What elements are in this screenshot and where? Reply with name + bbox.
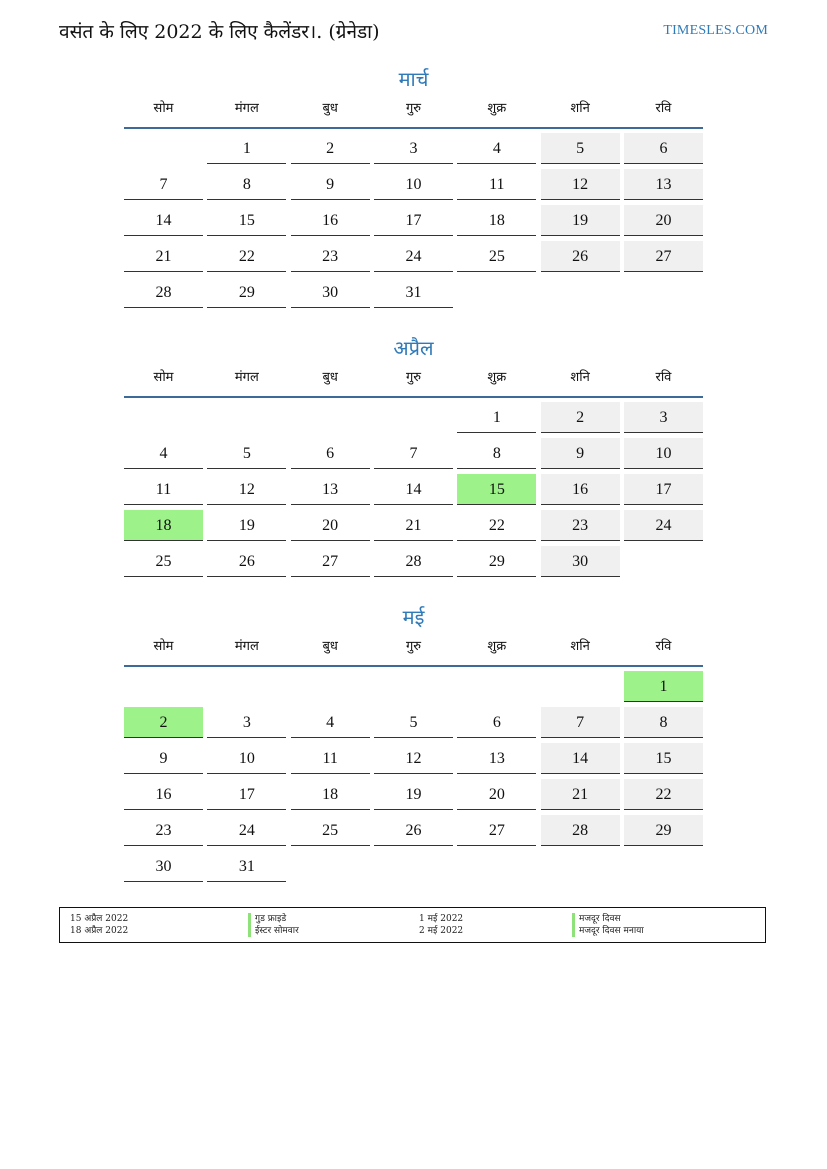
day-cell: 19 bbox=[374, 779, 453, 810]
legend-date: 15 अप्रैल 2022 bbox=[70, 914, 129, 924]
day-grid bbox=[124, 133, 703, 308]
day-cell: 25 bbox=[124, 546, 203, 577]
day-cell: 29 bbox=[457, 546, 536, 577]
day-cell: 11 bbox=[291, 743, 370, 774]
day-cell: 21 bbox=[374, 510, 453, 541]
empty-cell bbox=[124, 402, 203, 432]
weekday-label: रवि bbox=[655, 101, 672, 116]
weekday-label: शनि bbox=[570, 101, 590, 116]
holiday-day-cell: 18 bbox=[124, 510, 203, 541]
weekday-label: सोम bbox=[153, 101, 174, 116]
day-cell: 30 bbox=[124, 851, 203, 882]
day-cell: 1 bbox=[457, 402, 536, 433]
month-title: अप्रैल bbox=[393, 336, 434, 360]
legend-date: 1 मई 2022 bbox=[419, 914, 464, 924]
day-cell: 14 bbox=[541, 743, 620, 774]
day-cell: 18 bbox=[291, 779, 370, 810]
month-title: मार्च bbox=[398, 67, 429, 91]
holiday-day-cell: 15 bbox=[457, 474, 536, 505]
legend-holiday-name: मजदूर दिवस मनाया bbox=[572, 925, 777, 937]
day-cell: 27 bbox=[457, 815, 536, 846]
holiday-day-cell: 2 bbox=[124, 707, 203, 738]
weekday-label: शनि bbox=[570, 639, 590, 654]
day-cell: 26 bbox=[207, 546, 286, 577]
day-cell: 14 bbox=[374, 474, 453, 505]
day-cell: 2 bbox=[291, 133, 370, 164]
weekday-label: शुक्र bbox=[487, 101, 507, 116]
day-cell: 30 bbox=[541, 546, 620, 577]
day-cell: 28 bbox=[541, 815, 620, 846]
day-cell: 6 bbox=[291, 438, 370, 469]
day-cell: 5 bbox=[374, 707, 453, 738]
weekday-header bbox=[124, 100, 703, 129]
day-cell: 20 bbox=[291, 510, 370, 541]
day-cell: 6 bbox=[624, 133, 703, 164]
weekday-label: सोम bbox=[153, 639, 174, 654]
day-cell: 21 bbox=[124, 241, 203, 272]
day-cell: 23 bbox=[541, 510, 620, 541]
day-cell: 18 bbox=[457, 205, 536, 236]
legend-holiday-name: मजदूर दिवस bbox=[572, 913, 777, 925]
holiday-day-cell: 1 bbox=[624, 671, 703, 702]
empty-cell bbox=[541, 671, 620, 701]
day-cell: 20 bbox=[457, 779, 536, 810]
day-cell: 9 bbox=[124, 743, 203, 774]
day-cell: 22 bbox=[624, 779, 703, 810]
day-cell: 15 bbox=[207, 205, 286, 236]
empty-cell bbox=[457, 671, 536, 701]
day-cell: 4 bbox=[291, 707, 370, 738]
day-cell: 30 bbox=[291, 277, 370, 308]
day-cell: 29 bbox=[207, 277, 286, 308]
day-cell: 29 bbox=[624, 815, 703, 846]
day-cell: 11 bbox=[124, 474, 203, 505]
day-cell: 27 bbox=[624, 241, 703, 272]
weekday-label: बुध bbox=[322, 370, 338, 385]
day-cell: 19 bbox=[207, 510, 286, 541]
day-grid bbox=[124, 402, 703, 577]
day-cell: 3 bbox=[207, 707, 286, 738]
day-cell: 7 bbox=[374, 438, 453, 469]
legend-holiday-name: गुड फ्राइडे bbox=[248, 913, 419, 925]
day-cell: 13 bbox=[291, 474, 370, 505]
month-calendar bbox=[124, 333, 703, 577]
day-cell: 23 bbox=[124, 815, 203, 846]
day-cell: 31 bbox=[207, 851, 286, 882]
empty-cell bbox=[374, 402, 453, 432]
day-cell: 7 bbox=[541, 707, 620, 738]
day-cell: 20 bbox=[624, 205, 703, 236]
day-cell: 24 bbox=[207, 815, 286, 846]
day-cell: 22 bbox=[207, 241, 286, 272]
empty-cell bbox=[291, 671, 370, 701]
empty-cell bbox=[207, 671, 286, 701]
day-cell: 6 bbox=[457, 707, 536, 738]
day-cell: 4 bbox=[124, 438, 203, 469]
day-cell: 4 bbox=[457, 133, 536, 164]
day-cell: 12 bbox=[374, 743, 453, 774]
month-calendar bbox=[124, 602, 703, 882]
day-cell: 19 bbox=[541, 205, 620, 236]
day-cell: 3 bbox=[624, 402, 703, 433]
day-cell: 10 bbox=[624, 438, 703, 469]
day-cell: 24 bbox=[624, 510, 703, 541]
day-cell: 17 bbox=[374, 205, 453, 236]
page-title: वसंत के लिए 2022 के लिए कैलेंडर।. (ग्रेनेडा) bbox=[59, 21, 380, 43]
empty-cell bbox=[374, 671, 453, 701]
day-cell: 26 bbox=[541, 241, 620, 272]
weekday-label: शनि bbox=[570, 370, 590, 385]
weekday-label: रवि bbox=[655, 370, 672, 385]
day-cell: 8 bbox=[624, 707, 703, 738]
weekday-label: सोम bbox=[153, 370, 174, 385]
day-cell: 13 bbox=[624, 169, 703, 200]
day-cell: 16 bbox=[124, 779, 203, 810]
day-grid bbox=[124, 671, 703, 882]
day-cell: 9 bbox=[541, 438, 620, 469]
month-title: मई bbox=[402, 605, 425, 629]
day-cell: 12 bbox=[541, 169, 620, 200]
day-cell: 11 bbox=[457, 169, 536, 200]
weekday-label: गुरु bbox=[405, 370, 422, 385]
empty-cell bbox=[207, 402, 286, 432]
day-cell: 8 bbox=[457, 438, 536, 469]
day-cell: 25 bbox=[291, 815, 370, 846]
day-cell: 8 bbox=[207, 169, 286, 200]
day-cell: 14 bbox=[124, 205, 203, 236]
empty-cell bbox=[291, 402, 370, 432]
empty-cell bbox=[124, 671, 203, 701]
day-cell: 1 bbox=[207, 133, 286, 164]
day-cell: 13 bbox=[457, 743, 536, 774]
day-cell: 5 bbox=[541, 133, 620, 164]
day-cell: 7 bbox=[124, 169, 203, 200]
day-cell: 21 bbox=[541, 779, 620, 810]
weekday-header bbox=[124, 638, 703, 667]
day-cell: 25 bbox=[457, 241, 536, 272]
weekday-label: बुध bbox=[322, 101, 338, 116]
day-cell: 17 bbox=[624, 474, 703, 505]
day-cell: 16 bbox=[291, 205, 370, 236]
site-link[interactable]: TIMESLES.COM bbox=[663, 23, 768, 38]
day-cell: 10 bbox=[207, 743, 286, 774]
day-cell: 12 bbox=[207, 474, 286, 505]
empty-cell bbox=[124, 133, 203, 163]
weekday-label: मंगल bbox=[234, 639, 259, 654]
weekday-label: गुरु bbox=[405, 101, 422, 116]
legend-date: 2 मई 2022 bbox=[419, 926, 464, 936]
day-cell: 9 bbox=[291, 169, 370, 200]
weekday-label: बुध bbox=[322, 639, 338, 654]
day-cell: 31 bbox=[374, 277, 453, 308]
legend-date: 18 अप्रैल 2022 bbox=[70, 926, 129, 936]
day-cell: 24 bbox=[374, 241, 453, 272]
day-cell: 28 bbox=[374, 546, 453, 577]
weekday-label: शुक्र bbox=[487, 370, 507, 385]
weekday-label: रवि bbox=[655, 639, 672, 654]
day-cell: 28 bbox=[124, 277, 203, 308]
day-cell: 27 bbox=[291, 546, 370, 577]
day-cell: 26 bbox=[374, 815, 453, 846]
holiday-legend bbox=[59, 907, 766, 943]
day-cell: 15 bbox=[624, 743, 703, 774]
day-cell: 3 bbox=[374, 133, 453, 164]
weekday-label: मंगल bbox=[234, 101, 259, 116]
day-cell: 10 bbox=[374, 169, 453, 200]
day-cell: 5 bbox=[207, 438, 286, 469]
day-cell: 23 bbox=[291, 241, 370, 272]
day-cell: 22 bbox=[457, 510, 536, 541]
day-cell: 17 bbox=[207, 779, 286, 810]
weekday-header bbox=[124, 369, 703, 398]
weekday-label: शुक्र bbox=[487, 639, 507, 654]
weekday-label: मंगल bbox=[234, 370, 259, 385]
day-cell: 2 bbox=[541, 402, 620, 433]
day-cell: 16 bbox=[541, 474, 620, 505]
legend-holiday-name: ईस्टर सोमवार bbox=[248, 925, 419, 937]
month-calendar bbox=[124, 64, 703, 308]
weekday-label: गुरु bbox=[405, 639, 422, 654]
